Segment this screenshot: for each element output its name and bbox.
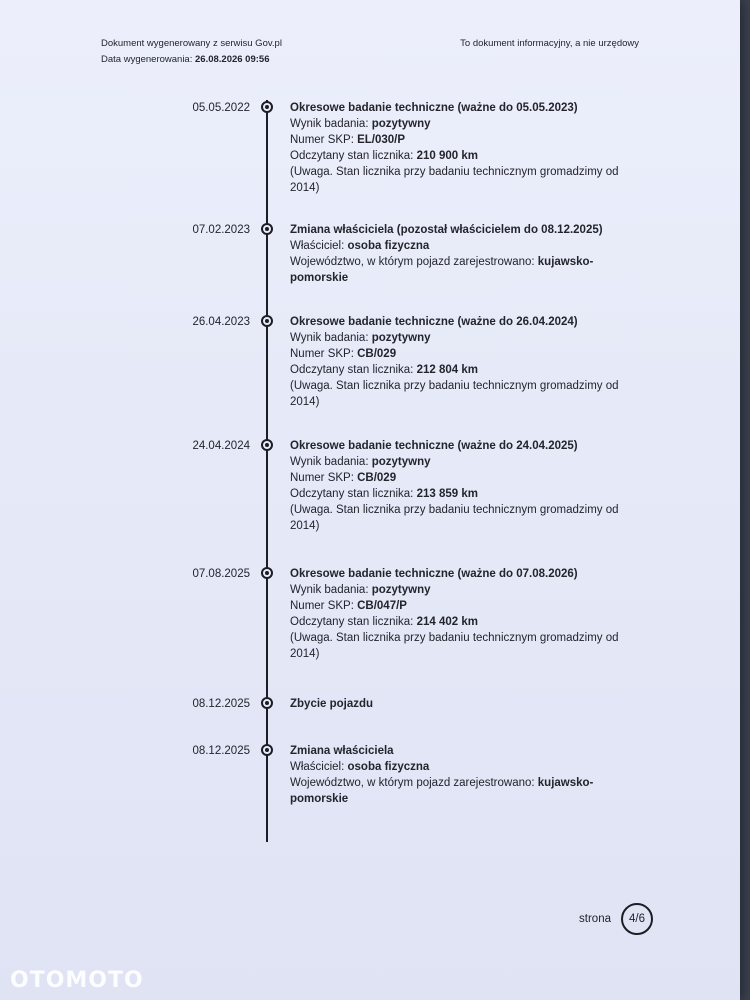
entry-field bbox=[290, 362, 620, 378]
entry-note: (Uwaga. Stan licznika przy badaniu technicznym gromadzimy od 2014) bbox=[290, 166, 619, 194]
field-label: Wynik badania: bbox=[290, 584, 372, 596]
page-indicator bbox=[579, 903, 653, 935]
entry-field bbox=[290, 486, 620, 502]
entry-field bbox=[290, 132, 620, 148]
field-value: osoba fizyczna bbox=[347, 761, 430, 773]
field-value: kujawsko-pomorskie bbox=[290, 777, 594, 805]
entry-note: (Uwaga. Stan licznika przy badaniu technicznym gromadzimy od 2014) bbox=[290, 380, 619, 408]
field-label: Województwo, w którym pojazd zarejestrowano: bbox=[290, 256, 538, 268]
entry-field bbox=[290, 346, 620, 362]
field-value: 212 804 km bbox=[416, 364, 478, 376]
header-generated-info bbox=[101, 36, 282, 68]
entry-note: (Uwaga. Stan licznika przy badaniu technicznym gromadzimy od 2014) bbox=[290, 504, 619, 532]
entry-body bbox=[290, 566, 620, 662]
field-value: pozytywny bbox=[371, 456, 431, 468]
entry-field bbox=[290, 116, 620, 132]
field-label: Odczytany stan licznika: bbox=[290, 488, 417, 500]
field-value: pozytywny bbox=[371, 584, 431, 596]
entry-date: 26.04.2023 bbox=[192, 316, 250, 328]
entry-title: Zbycie pojazdu bbox=[290, 698, 374, 710]
entry-field bbox=[290, 759, 620, 775]
entry-title: Okresowe badanie techniczne (ważne do 26.04.2024) bbox=[290, 316, 578, 328]
header-disclaimer: To dokument informacyjny, a nie urzędowy bbox=[460, 38, 639, 49]
field-label: Odczytany stan licznika: bbox=[290, 150, 417, 162]
entry-date: 08.12.2025 bbox=[192, 698, 250, 710]
header-source: Dokument wygenerowany z serwisu Gov.pl bbox=[101, 38, 282, 49]
entry-date: 07.02.2023 bbox=[192, 224, 250, 236]
entry-title: Okresowe badanie techniczne (ważne do 07.08.2026) bbox=[290, 568, 578, 580]
timeline-dot-icon bbox=[261, 697, 273, 709]
page-label: strona bbox=[579, 913, 611, 925]
timeline-dot-icon bbox=[261, 315, 273, 327]
entry-date: 07.08.2025 bbox=[192, 568, 250, 580]
field-value: CB/029 bbox=[357, 472, 397, 484]
field-value: EL/030/P bbox=[357, 134, 406, 146]
timeline-dot-icon bbox=[261, 223, 273, 235]
timeline-dot-icon bbox=[261, 439, 273, 451]
entry-body bbox=[290, 696, 620, 712]
entry-field bbox=[290, 775, 620, 807]
field-value: CB/047/P bbox=[357, 600, 407, 612]
field-label: Wynik badania: bbox=[290, 332, 372, 344]
entry-note: (Uwaga. Stan licznika przy badaniu technicznym gromadzimy od 2014) bbox=[290, 632, 619, 660]
field-value: osoba fizyczna bbox=[347, 240, 430, 252]
field-label: Numer SKP: bbox=[290, 472, 358, 484]
field-value: 210 900 km bbox=[416, 150, 478, 162]
field-label: Województwo, w którym pojazd zarejestrowano: bbox=[290, 777, 538, 789]
entry-date: 08.12.2025 bbox=[192, 745, 250, 757]
field-value: kujawsko-pomorskie bbox=[290, 256, 594, 284]
field-value: pozytywny bbox=[371, 332, 431, 344]
timeline-dot-icon bbox=[261, 101, 273, 113]
entry-body bbox=[290, 438, 620, 534]
field-value: 214 402 km bbox=[416, 616, 478, 628]
entry-field bbox=[290, 254, 620, 286]
timeline-dot-icon bbox=[261, 567, 273, 579]
entry-body bbox=[290, 100, 620, 196]
entry-field bbox=[290, 614, 620, 630]
field-value: 213 859 km bbox=[416, 488, 478, 500]
field-label: Numer SKP: bbox=[290, 134, 358, 146]
timeline-dot-icon bbox=[261, 744, 273, 756]
field-label: Numer SKP: bbox=[290, 348, 358, 360]
field-label: Wynik badania: bbox=[290, 118, 372, 130]
timeline-line bbox=[266, 100, 268, 842]
entry-body bbox=[290, 743, 620, 807]
header-generation-date: Data wygenerowania: 26.08.2026 09:56 bbox=[101, 54, 270, 65]
entry-field bbox=[290, 148, 620, 164]
entry-date: 24.04.2024 bbox=[192, 440, 250, 452]
entry-field bbox=[290, 454, 620, 470]
entry-date: 05.05.2022 bbox=[192, 102, 250, 114]
entry-body bbox=[290, 314, 620, 410]
entry-title: Zmiana właściciela (pozostał właścicielem do 08.12.2025) bbox=[290, 224, 603, 236]
entry-title: Okresowe badanie techniczne (ważne do 24.04.2025) bbox=[290, 440, 578, 452]
field-value: CB/029 bbox=[357, 348, 397, 360]
entry-field bbox=[290, 330, 620, 346]
field-label: Numer SKP: bbox=[290, 600, 358, 612]
field-label: Odczytany stan licznika: bbox=[290, 616, 417, 628]
entry-field bbox=[290, 598, 620, 614]
entry-body bbox=[290, 222, 620, 286]
entry-field bbox=[290, 582, 620, 598]
field-label: Odczytany stan licznika: bbox=[290, 364, 417, 376]
entry-field bbox=[290, 470, 620, 486]
page-number-badge: 4/6 bbox=[621, 903, 653, 935]
field-label: Właściciel: bbox=[290, 761, 348, 773]
entry-title: Zmiana właściciela bbox=[290, 745, 394, 757]
entry-field bbox=[290, 238, 620, 254]
entry-title: Okresowe badanie techniczne (ważne do 05.05.2023) bbox=[290, 102, 578, 114]
otomoto-watermark: OTOMOTO bbox=[10, 968, 144, 993]
field-value: pozytywny bbox=[371, 118, 431, 130]
field-label: Właściciel: bbox=[290, 240, 348, 252]
field-label: Wynik badania: bbox=[290, 456, 372, 468]
